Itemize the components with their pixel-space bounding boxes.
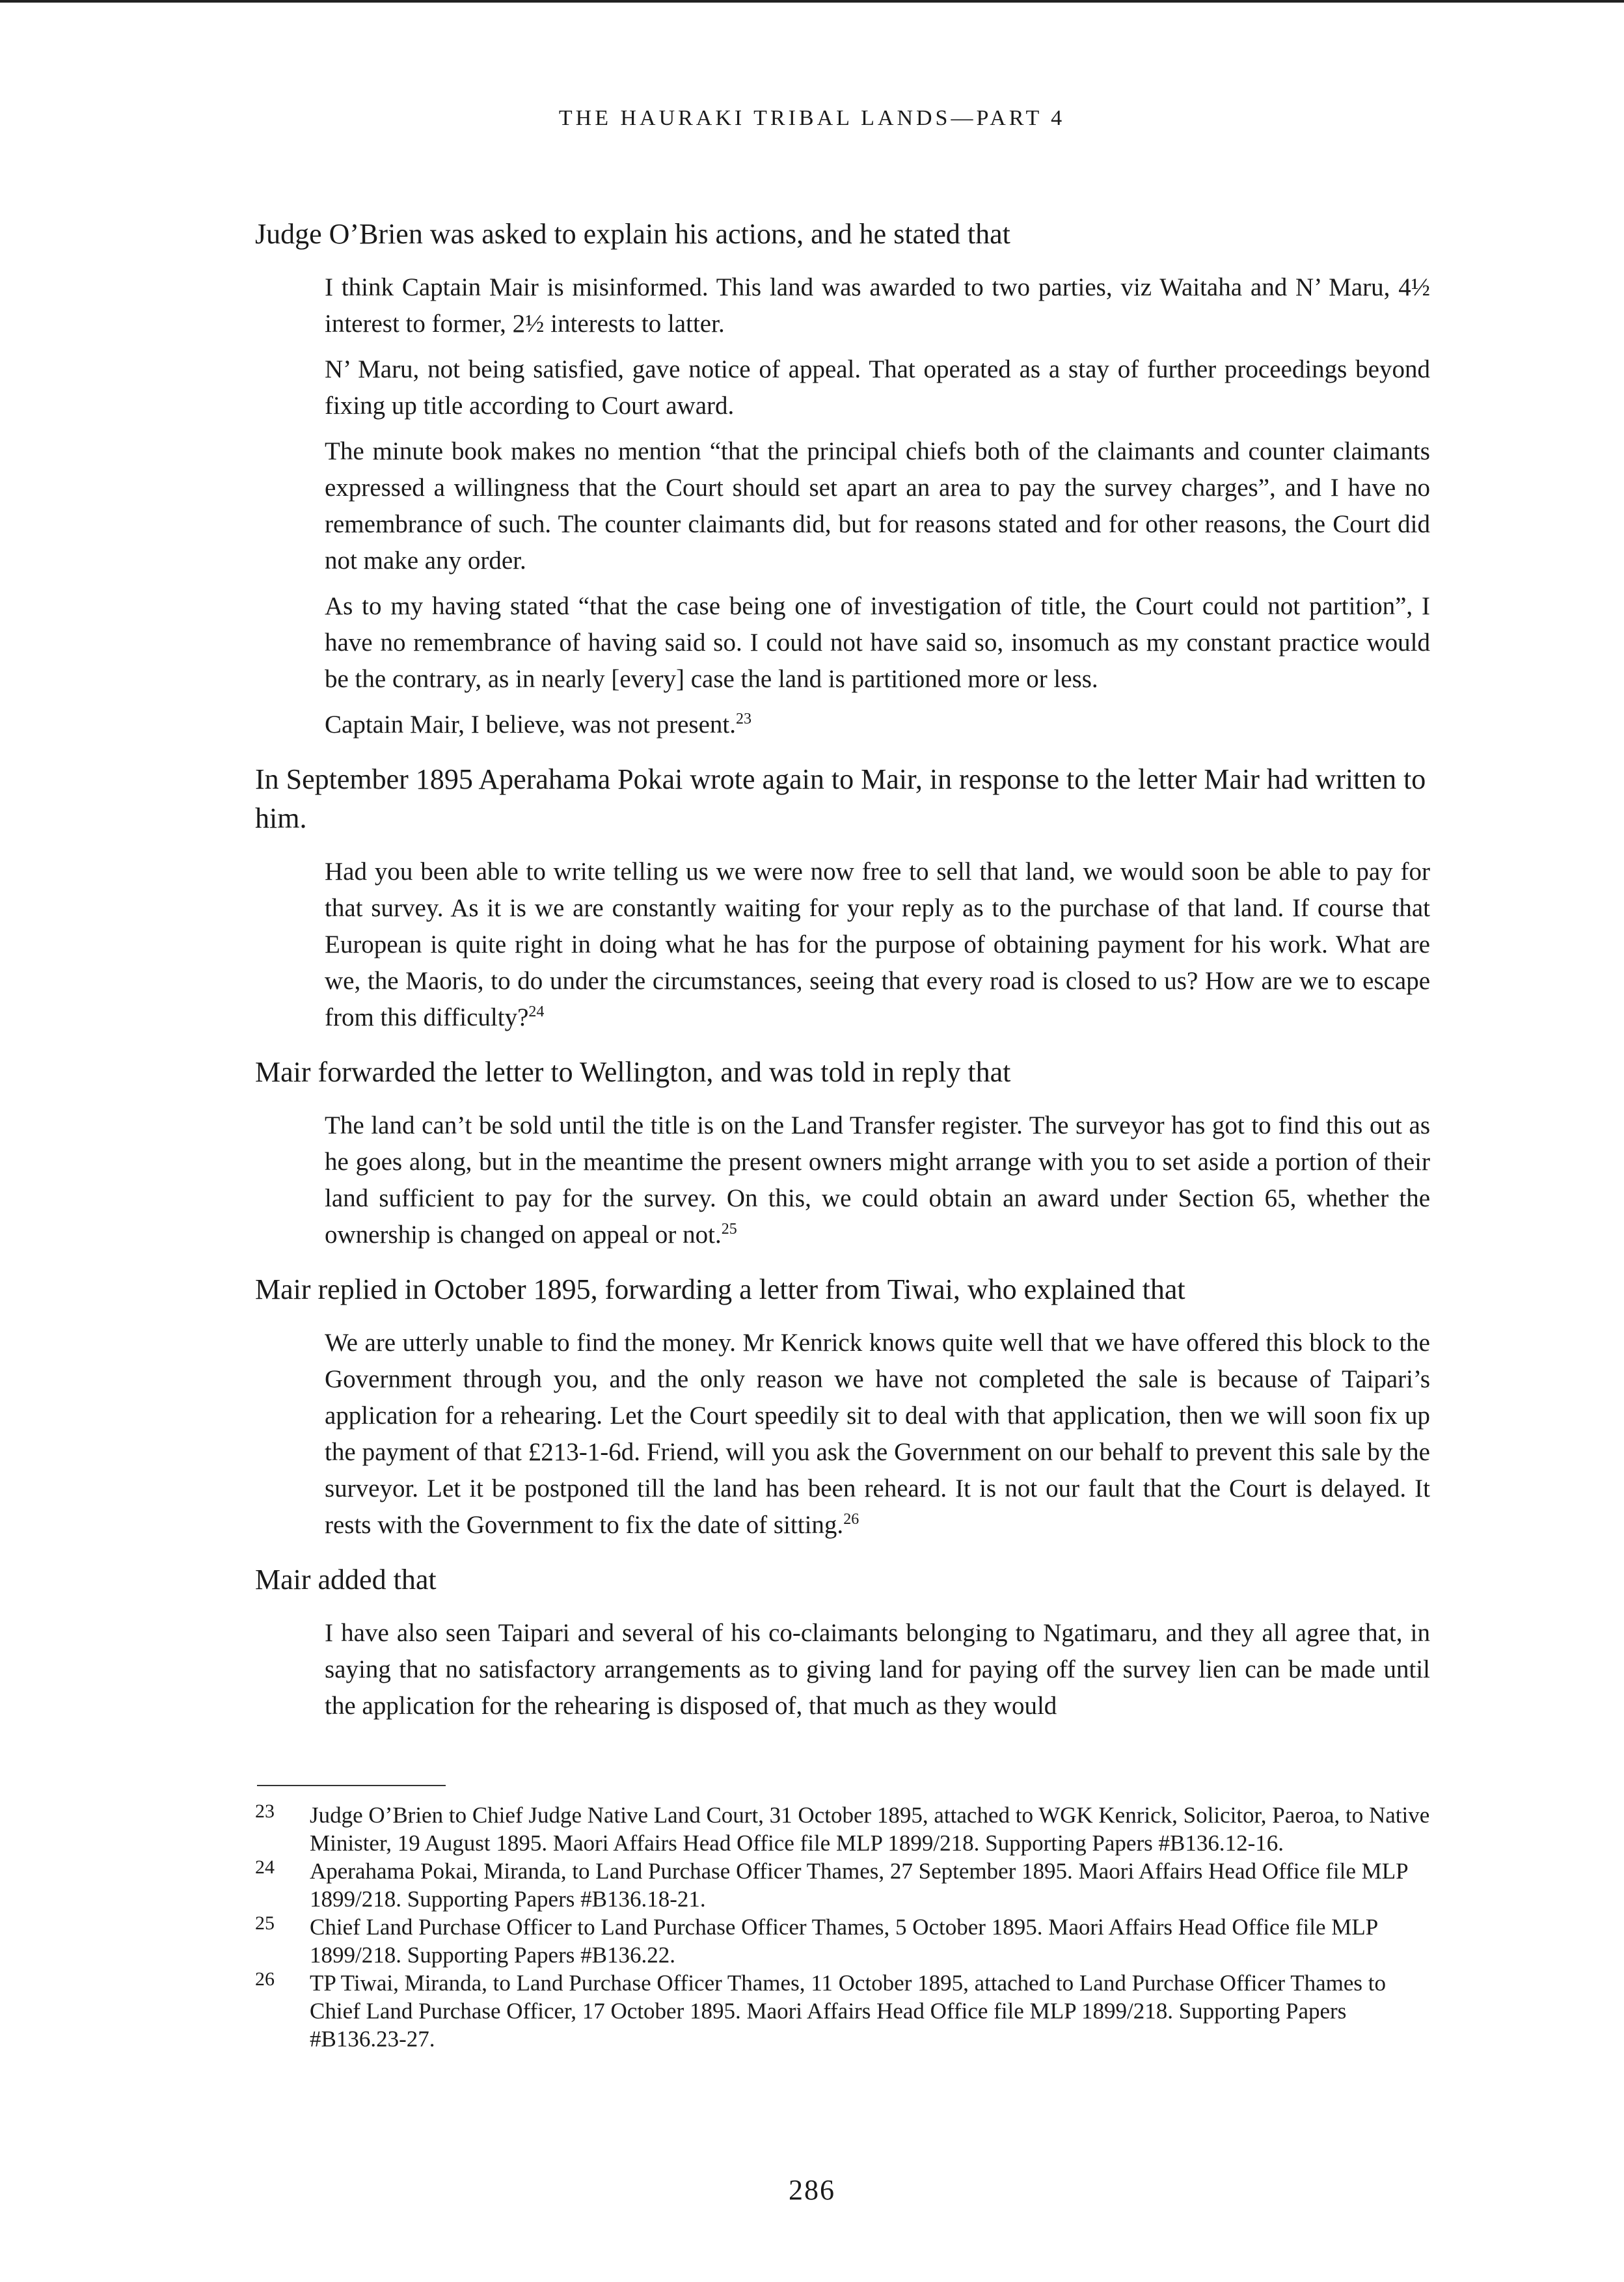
footnote-number: 26 (255, 1968, 275, 1990)
footnote-text: Chief Land Purchase Officer to Land Purchase Officer Thames, 5 October 1895. Maori Affairs Head Office file MLP 1899/218. Supporting Papers #B136.22. (310, 1914, 1377, 1968)
quote-paragraph: As to my having stated “that the case being one of investigation of title, the Court could not partition”, I have no remembrance of having said so. I could not have said so, insomuch as my constant practice would be the contrary, as in nearly [every] case the land is partitioned more or less. (325, 592, 1430, 693)
running-header: THE HAURAKI TRIBAL LANDS—PART 4 (558, 106, 1066, 130)
footnote-number: 25 (255, 1912, 275, 1934)
quote-paragraph: I have also seen Taipari and several of his co-claimants belonging to Ngatimaru, and they all agree that, in saying that no satisfactory arrangements as to giving land for paying off the survey lien can be made until the application for the rehearing is disposed of, that much as they would (325, 1619, 1430, 1720)
footnote (255, 1857, 1430, 1913)
footnote-ref: 25 (721, 1221, 737, 1238)
quote-paragraph (255, 854, 1430, 1036)
quote-paragraph (255, 707, 1430, 743)
footnotes (255, 1801, 1430, 2053)
block-quote (255, 1325, 1430, 1543)
body-paragraph: Mair added that (255, 1564, 437, 1596)
quote-paragraph (255, 1325, 1430, 1543)
footnote-separator (257, 1785, 446, 1786)
page-body (255, 215, 1430, 1741)
block-quote (255, 269, 1430, 743)
quote-paragraph (255, 1107, 1430, 1253)
block-quote (255, 854, 1430, 1036)
body-paragraph: Mair replied in October 1895, forwarding a letter from Tiwai, who explained that (255, 1273, 1185, 1305)
quote-paragraph: The minute book makes no mention “that the principal chiefs both of the claimants and counter claimants expressed a willingness that the Court should set apart an area to pay the survey charges”, and I have no remembrance of such. The counter claimants did, but for reasons stated and for other reasons, the Court did not make any order. (325, 437, 1430, 575)
footnote-ref: 26 (843, 1511, 859, 1528)
footnote (255, 1801, 1430, 1857)
quote-paragraph: I think Captain Mair is misinformed. This land was awarded to two parties, viz Waitaha and N’ Maru, 4½ interest to former, 2½ interests to latter. (325, 273, 1430, 338)
footnote-number: 23 (255, 1800, 275, 1822)
footnote-ref: 24 (528, 1003, 545, 1020)
quote-text: Captain Mair, I believe, was not present. (325, 711, 736, 739)
body-paragraph: In September 1895 Aperahama Pokai wrote again to Mair, in response to the letter Mair had written to him. (255, 763, 1426, 834)
body-paragraph: Judge O’Brien was asked to explain his actions, and he stated that (255, 218, 1010, 250)
body-paragraph: Mair forwarded the letter to Wellington, and was told in reply that (255, 1056, 1011, 1088)
footnote (255, 1913, 1430, 1969)
top-border-line (0, 0, 1624, 3)
quote-paragraph: N’ Maru, not being satisfied, gave notice of appeal. That operated as a stay of further proceedings beyond fixing up title according to Court award. (325, 355, 1430, 420)
quote-text: We are utterly unable to find the money. Mr Kenrick knows quite well that we have offered this block to the Government through you, and the only reason we have not completed the sale is because of Taipari’s application for a rehearing. Let the Court speedily sit to deal with that application, then we will soon fix up the payment of that £213-1-6d. Friend, will you ask the Government on our behalf to prevent this sale by the surveyor. Let it be postponed till the land has been reheard. It is not our fault that the Court is delayed. It rests with the Government to fix the date of sitting. (325, 1329, 1430, 1539)
footnote-text: TP Tiwai, Miranda, to Land Purchase Officer Thames, 11 October 1895, attached to Land Purchase Officer Thames to Chief Land Purchase Officer, 17 October 1895. Maori Affairs Head Office file MLP 1899/218. Supporting Papers #B136.23-27. (310, 1970, 1386, 2052)
block-quote (255, 1615, 1430, 1724)
quote-text: The land can’t be sold until the title is on the Land Transfer register. The surveyor has got to find this out as he goes along, but in the meantime the present owners might arrange with you to set aside a portion of their land sufficient to pay for the survey. On this, we could obtain an award under Section 65, whether the ownership is changed on appeal or not. (325, 1111, 1430, 1249)
page-number: 286 (789, 2174, 835, 2206)
footnote (255, 1969, 1430, 2053)
footnote-text: Aperahama Pokai, Miranda, to Land Purchase Officer Thames, 27 September 1895. Maori Affairs Head Office file MLP 1899/218. Supporting Papers #B136.18-21. (310, 1858, 1408, 1912)
footnote-ref: 23 (736, 711, 751, 727)
quote-text: Had you been able to write telling us we were now free to sell that land, we would soon be able to pay for that survey. As it is we are constantly waiting for your reply as to the purchase of that land. If course that European is quite right in doing what he has for the purpose of obtaining payment for his work. What are we, the Maoris, to do under the circumstances, seeing that every road is closed to us? How are we to escape from this difficulty? (325, 858, 1430, 1031)
footnote-text: Judge O’Brien to Chief Judge Native Land Court, 31 October 1895, attached to WGK Kenrick, Solicitor, Paeroa, to Native Minister, 19 August 1895. Maori Affairs Head Office file MLP 1899/218. Supporting Papers #B136.12-16. (310, 1802, 1430, 1856)
footnote-number: 24 (255, 1856, 275, 1878)
block-quote (255, 1107, 1430, 1253)
